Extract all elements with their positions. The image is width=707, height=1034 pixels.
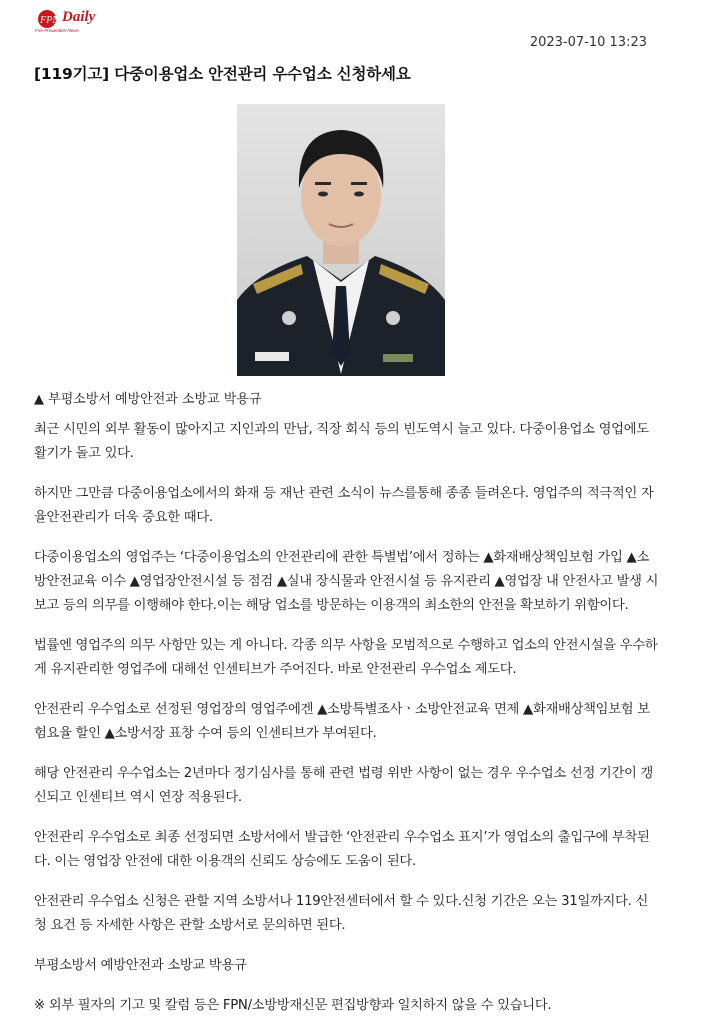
disclaimer: ※ 외부 필자의 기고 및 칼럼 등은 FPN/소방방재신문 편집방향과 일치하지 않을 수 있습니다. [34,998,552,1013]
fpn-daily-logo[interactable] [34,6,114,34]
logo-subtitle: Fire Prevention News [35,28,79,33]
logo-name: Daily [62,9,96,25]
author-photo [237,104,445,376]
paragraph-6: 해당 안전관리 우수업소는 2년마다 정기심사를 통해 관련 법령 위반 사항이 없는 경우 우수업소 선정 기간이 갱신되고 인센티브 역시 연장 적용된다. [34,766,654,805]
article-body [34,418,659,1034]
paragraph-1: 최근 시민의 외부 활동이 많아지고 지인과의 만남, 직장 회식 등의 빈도역시 늘고 있다. 다중이용업소 영업에도 활기가 돌고 있다. [34,422,649,461]
article-title: [119기고] 다중이용업소 안전관리 우수업소 신청하세요 [34,65,411,83]
paragraph-8: 안전관리 우수업소 신청은 관할 지역 소방서나 119안전센터에서 할 수 있다.신청 기간은 오는 31일까지다. 신청 요건 등 자세한 사항은 관할 소방서로 문의하면 된다. [34,894,649,933]
paragraph-7: 안전관리 우수업소로 최종 선정되면 소방서에서 발급한 ‘안전관리 우수업소 표지’가 영업소의 출입구에 부착된다. 이는 영업장 안전에 대한 이용객의 신뢰도 상승에도 도움이 된다. [34,830,650,869]
author-signature: 부평소방서 예방안전과 소방교 박용규 [34,958,247,973]
paragraph-3: 다중이용업소의 영업주는 ‘다중이용업소의 안전관리에 관한 특별법’에서 정하는 ▲화재배상책임보험 가입 ▲소방안전교육 이수 ▲영업장안전시설 등 점검 ▲실내 장식물과 안전시설 등 유지관리 ▲영업장 내 안전사고 발생 시 보고 등의 의무를 이행해야 한다.이는 해당 업소를 방문하는 이용객의 최소한의 안전을 확보하기 위함이다. [34,550,659,613]
paragraph-2: 하지만 그만큼 다중이용업소에서의 화재 등 재난 관련 소식이 뉴스를통해 종종 들려온다. 영업주의 적극적인 자율안전관리가 더욱 중요한 때다. [34,486,654,525]
paragraph-4: 법률엔 영업주의 의무 사항만 있는 게 아니다. 각종 의무 사항을 모범적으로 수행하고 업소의 안전시설을 우수하게 유지관리한 영업주에 대해선 인센티브가 주어진다. 바로 안전관리 우수업소 제도다. [34,638,658,677]
site-header [0,0,707,50]
photo-caption: ▲ 부평소방서 예방안전과 소방교 박용규 [34,392,262,407]
paragraph-5: 안전관리 우수업소로 선정된 영업장의 영업주에겐 ▲소방특별조사ㆍ소방안전교육 면제 ▲화재배상책임보험 보험요율 할인 ▲소방서장 표창 수여 등의 인센티브가 부여된다. [34,702,650,741]
logo-prefix: FPN [40,15,59,26]
article-date: 2023-07-10 13:23 [529,35,647,50]
